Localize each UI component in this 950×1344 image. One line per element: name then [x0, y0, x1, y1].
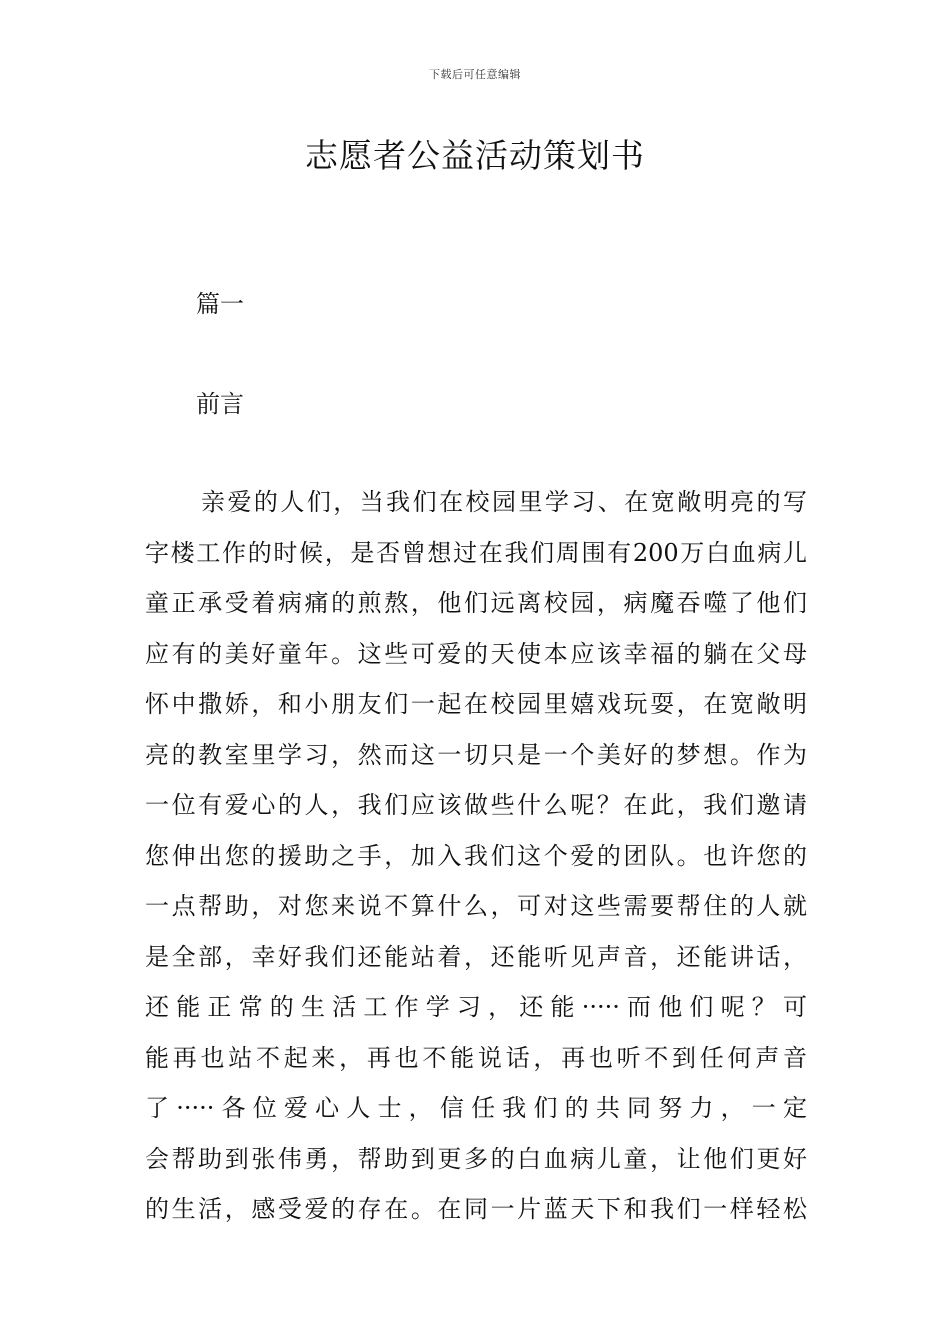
paragraph-line: 一点帮助，对您来说不算什么，可对这些需要帮住的人就: [145, 892, 807, 920]
paragraph-line: 亲爱的人们，当我们在校园里学习、在宽敞明亮的写: [201, 488, 807, 516]
paragraph-line: 还能正常的生活工作学习，还能·····而他们呢？可: [145, 993, 807, 1021]
paragraph-line: 的生活，感受爱的存在。在同一片蓝天下和我们一样轻松: [145, 1195, 807, 1223]
paragraph-line: 是全部，幸好我们还能站着，还能听见声音，还能讲话，: [145, 942, 807, 971]
body-paragraph: [145, 477, 807, 1235]
paragraph-line: 童正承受着病痛的煎熬，他们远离校园，病魔吞噬了他们: [145, 589, 807, 617]
paragraph-line: 您伸出您的援助之手，加入我们这个爱的团队。也许您的: [145, 841, 807, 870]
paragraph-line: 能再也站不起来，再也不能说话，再也听不到任何声音: [145, 1043, 807, 1072]
header-note: 下载后可任意编辑: [429, 68, 521, 81]
paragraph-line: 怀中撒娇，和小朋友们一起在校园里嬉戏玩耍，在宽敞明: [145, 690, 807, 718]
paragraph-line: 了·····各位爱心人士，信任我们的共同努力，一定: [145, 1094, 807, 1122]
paragraph-line: 字楼工作的时候，是否曾想过在我们周围有200万白血病儿: [145, 538, 807, 567]
subsection-heading: 前言: [196, 390, 244, 418]
paragraph-line: 一位有爱心的人，我们应该做些什么呢？在此，我们邀请: [145, 791, 807, 819]
paragraph-line: 应有的美好童年。这些可爱的天使本应该幸福的躺在父母: [145, 639, 807, 668]
page-title: 志愿者公益活动策划书: [305, 136, 645, 175]
paragraph-line: 会帮助到张伟勇，帮助到更多的白血病儿童，让他们更好: [145, 1144, 807, 1173]
paragraph-line: 亮的教室里学习，然而这一切只是一个美好的梦想。作为: [145, 740, 807, 769]
section-heading: 篇一: [196, 290, 244, 318]
